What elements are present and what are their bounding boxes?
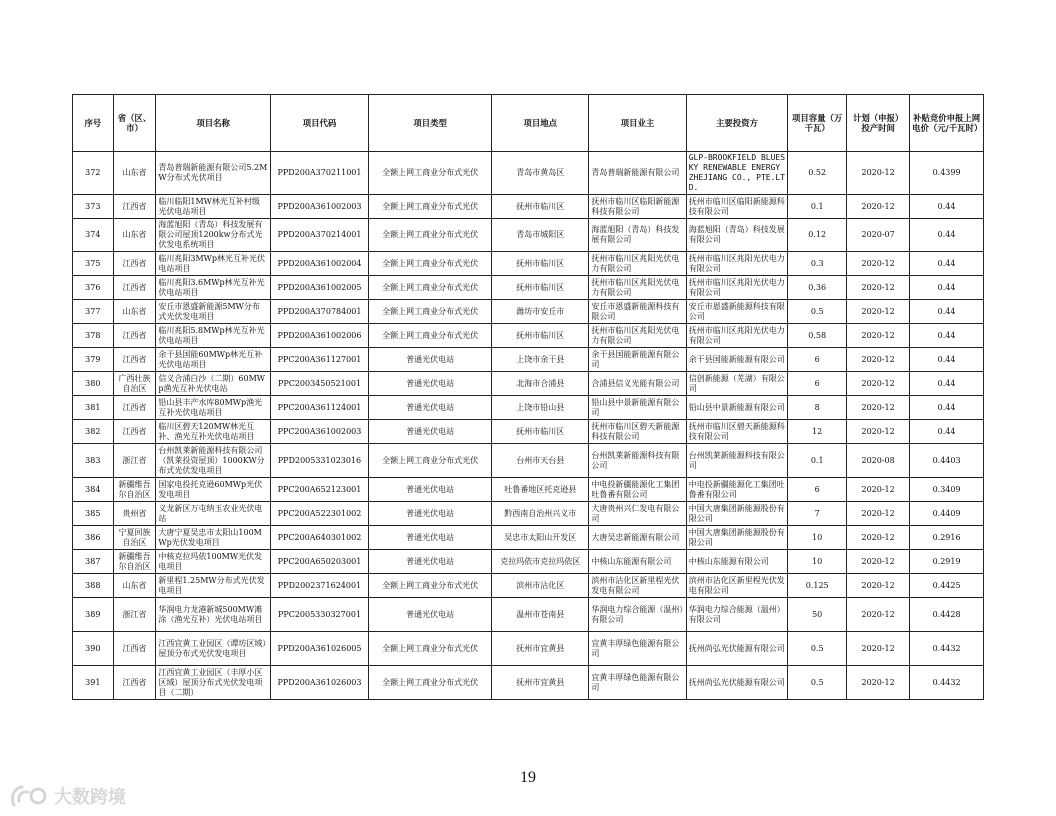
table-row xyxy=(73,372,984,396)
row-province: 山东省 xyxy=(113,300,156,324)
header-price: 补贴竞价申报上网电价（元/千瓦时） xyxy=(910,95,984,152)
table-row xyxy=(73,478,984,502)
row-project-code: PPC200A652123001 xyxy=(270,478,368,502)
row-investor: GLP-BROOKFIELD BLUESKY RENEWABLE ENERGY ZHEJIANG CO., PTE.LTD. xyxy=(686,152,788,195)
row-project-name: 海蓝旭阳（青岛）科技发展有限公司屋顶1200kw分布式光伏发电系统项目 xyxy=(156,219,270,252)
row-project-type: 普通光伏电站 xyxy=(369,372,492,396)
row-project-name: 新里程1.25MW分布式光伏发电项目 xyxy=(156,574,270,598)
row-project-type: 普通光伏电站 xyxy=(369,502,492,526)
row-date: 2020-12 xyxy=(847,598,910,632)
row-location: 抚州市临川区 xyxy=(492,420,589,444)
table-row xyxy=(73,666,984,700)
row-index: 385 xyxy=(73,502,114,526)
row-location: 青岛市黄岛区 xyxy=(492,152,589,195)
row-project-code: PPD200A361002005 xyxy=(270,276,368,300)
row-owner: 合浦县信义光能有限公司 xyxy=(589,372,686,396)
row-price: 0.44 xyxy=(910,276,984,300)
row-index: 391 xyxy=(73,666,114,700)
row-price: 0.44 xyxy=(910,396,984,420)
header-project-name: 项目名称 xyxy=(156,95,270,152)
row-location: 温州市苍南县 xyxy=(492,598,589,632)
row-index: 376 xyxy=(73,276,114,300)
row-price: 0.4425 xyxy=(910,574,984,598)
row-investor: 安丘市恩盛新能源科技有限公司 xyxy=(686,300,788,324)
row-province: 江西省 xyxy=(113,276,156,300)
row-investor: 余干县国能新能源有限公司 xyxy=(686,348,788,372)
row-date: 2020-12 xyxy=(847,420,910,444)
row-price: 0.44 xyxy=(910,219,984,252)
row-capacity: 0.3 xyxy=(788,252,847,276)
row-index: 373 xyxy=(73,195,114,219)
row-capacity: 10 xyxy=(788,526,847,550)
row-project-name: 余干县国能60MWp林光互补光伏电站项目 xyxy=(156,348,270,372)
row-location: 抚州市宜黄县 xyxy=(492,666,589,700)
row-province: 新疆维吾尔自治区 xyxy=(113,478,156,502)
table-row xyxy=(73,195,984,219)
row-location: 抚州市临川区 xyxy=(492,324,589,348)
row-project-name: 中核克拉玛依100MW光伏发电项目 xyxy=(156,550,270,574)
row-price: 0.4403 xyxy=(910,444,984,478)
row-capacity: 50 xyxy=(788,598,847,632)
row-project-code: PPD200A361026005 xyxy=(270,632,368,666)
row-province: 江西省 xyxy=(113,324,156,348)
row-price: 0.44 xyxy=(910,420,984,444)
row-project-type: 普通光伏电站 xyxy=(369,396,492,420)
row-price: 0.2919 xyxy=(910,550,984,574)
row-investor: 中电投新疆能源化工集团吐鲁番有限公司 xyxy=(686,478,788,502)
row-date: 2020-12 xyxy=(847,348,910,372)
row-investor: 抚州尚弘光伏能源有限公司 xyxy=(686,632,788,666)
row-capacity: 0.125 xyxy=(788,574,847,598)
row-price: 0.3409 xyxy=(910,478,984,502)
row-price: 0.4399 xyxy=(910,152,984,195)
row-index: 387 xyxy=(73,550,114,574)
row-province: 江西省 xyxy=(113,396,156,420)
row-investor: 信创新能源（芜湖）有限公司 xyxy=(686,372,788,396)
row-project-type: 普通光伏电站 xyxy=(369,550,492,574)
row-location: 抚州市临川区 xyxy=(492,195,589,219)
row-province: 江西省 xyxy=(113,420,156,444)
row-project-name: 临川兆阳3.6MWp林光互补光伏电站项目 xyxy=(156,276,270,300)
row-province: 贵州省 xyxy=(113,502,156,526)
table-row xyxy=(73,324,984,348)
row-investor: 抚州市临川区兆阳光伏电力有限公司 xyxy=(686,276,788,300)
row-owner: 青岛普瑞新能源有限公司 xyxy=(589,152,686,195)
header-row xyxy=(73,95,984,152)
row-project-type: 全额上网工商业分布式光伏 xyxy=(369,444,492,478)
row-price: 0.44 xyxy=(910,195,984,219)
row-index: 384 xyxy=(73,478,114,502)
row-project-code: PPC200A522301002 xyxy=(270,502,368,526)
row-index: 389 xyxy=(73,598,114,632)
row-investor: 抚州尚弘光伏能源有限公司 xyxy=(686,666,788,700)
row-date: 2020-12 xyxy=(847,324,910,348)
row-index: 379 xyxy=(73,348,114,372)
row-investor: 抚州市临川区兆阳光伏电力有限公司 xyxy=(686,252,788,276)
row-project-name: 大唐宁夏吴忠市太阳山100MWp光伏发电项目 xyxy=(156,526,270,550)
row-investor: 中国大唐集团新能源股份有限公司 xyxy=(686,502,788,526)
row-province: 江西省 xyxy=(113,632,156,666)
table-row xyxy=(73,396,984,420)
table-row xyxy=(73,252,984,276)
row-project-type: 普通光伏电站 xyxy=(369,420,492,444)
header-owner: 项目业主 xyxy=(589,95,686,152)
row-owner: 海蓝旭阳（青岛）科技发展有限公司 xyxy=(589,219,686,252)
row-investor: 滨州市沾化区新里程光伏发电有限公司 xyxy=(686,574,788,598)
header-index: 序号 xyxy=(73,95,114,152)
row-project-code: PPC2003450521001 xyxy=(270,372,368,396)
row-owner: 余干县国能新能源有限公司 xyxy=(589,348,686,372)
row-price: 0.2916 xyxy=(910,526,984,550)
row-index: 383 xyxy=(73,444,114,478)
row-capacity: 6 xyxy=(788,478,847,502)
table-row xyxy=(73,632,984,666)
table-row xyxy=(73,300,984,324)
row-capacity: 0.58 xyxy=(788,324,847,348)
table-row xyxy=(73,526,984,550)
row-index: 386 xyxy=(73,526,114,550)
row-date: 2020-12 xyxy=(847,252,910,276)
row-project-type: 全额上网工商业分布式光伏 xyxy=(369,152,492,195)
row-index: 374 xyxy=(73,219,114,252)
row-owner: 中核山东能源有限公司 xyxy=(589,550,686,574)
row-project-code: PPD2005331023016 xyxy=(270,444,368,478)
row-project-type: 全额上网工商业分布式光伏 xyxy=(369,300,492,324)
table-row xyxy=(73,598,984,632)
row-project-type: 全额上网工商业分布式光伏 xyxy=(369,195,492,219)
row-capacity: 6 xyxy=(788,372,847,396)
row-owner: 中电投新疆能源化工集团吐鲁番有限公司 xyxy=(589,478,686,502)
watermark-logo-icon xyxy=(8,783,50,809)
row-location: 黔西南自治州兴义市 xyxy=(492,502,589,526)
row-project-type: 普通光伏电站 xyxy=(369,598,492,632)
row-capacity: 0.1 xyxy=(788,444,847,478)
row-owner: 台州凯莱新能源科技有限公司 xyxy=(589,444,686,478)
row-date: 2020-12 xyxy=(847,276,910,300)
row-project-name: 江西宜黄工业园区（谭坊区域）屋顶分布式光伏发电项目 xyxy=(156,632,270,666)
row-location: 克拉玛依市克拉玛依区 xyxy=(492,550,589,574)
row-location: 吐鲁番地区托克逊县 xyxy=(492,478,589,502)
row-capacity: 12 xyxy=(788,420,847,444)
row-price: 0.44 xyxy=(910,372,984,396)
row-province: 新疆维吾尔自治区 xyxy=(113,550,156,574)
table-row xyxy=(73,502,984,526)
header-project-code: 项目代码 xyxy=(270,95,368,152)
row-price: 0.44 xyxy=(910,348,984,372)
row-project-type: 全额上网工商业分布式光伏 xyxy=(369,276,492,300)
row-index: 378 xyxy=(73,324,114,348)
row-date: 2020-12 xyxy=(847,152,910,195)
project-table xyxy=(72,94,984,700)
table-row xyxy=(73,219,984,252)
row-province: 浙江省 xyxy=(113,444,156,478)
row-project-code: PPC200A361127001 xyxy=(270,348,368,372)
row-investor: 抚州市临川区碧天新能源科技有限公司 xyxy=(686,420,788,444)
watermark-text: 大数跨境 xyxy=(54,787,126,808)
row-project-name: 台州凯莱新能源科技有限公司（凯莱投资屋顶）1000KW分布式光伏发电项目 xyxy=(156,444,270,478)
header-location: 项目地点 xyxy=(492,95,589,152)
row-province: 广西壮族自治区 xyxy=(113,372,156,396)
row-index: 390 xyxy=(73,632,114,666)
row-capacity: 0.12 xyxy=(788,219,847,252)
row-date: 2020-12 xyxy=(847,502,910,526)
row-date: 2020-12 xyxy=(847,372,910,396)
row-province: 宁夏回族自治区 xyxy=(113,526,156,550)
row-capacity: 0.5 xyxy=(788,666,847,700)
row-owner: 宜黄丰厚绿色能源有限公司 xyxy=(589,666,686,700)
row-project-name: 青岛普瑞新能源有限公司5.2MW分布式光伏项目 xyxy=(156,152,270,195)
row-price: 0.44 xyxy=(910,324,984,348)
row-index: 388 xyxy=(73,574,114,598)
row-project-code: PPC2005330327001 xyxy=(270,598,368,632)
row-owner: 抚州市临川区兆阳光伏电力有限公司 xyxy=(589,276,686,300)
row-project-name: 安丘市恩盛新能源5MW分布式光伏发电项目 xyxy=(156,300,270,324)
row-owner: 宜黄丰厚绿色能源有限公司 xyxy=(589,632,686,666)
row-date: 2020-12 xyxy=(847,550,910,574)
row-price: 0.4428 xyxy=(910,598,984,632)
row-owner: 抚州市临川区碧天新能源科技有限公司 xyxy=(589,420,686,444)
row-date: 2020-08 xyxy=(847,444,910,478)
row-project-code: PPD200A370214001 xyxy=(270,219,368,252)
row-project-name: 国家电投托克逊60MWp光伏发电项目 xyxy=(156,478,270,502)
row-location: 青岛市城阳区 xyxy=(492,219,589,252)
row-project-name: 临川区碧天120MW林光互补、渔光互补光伏电站项目 xyxy=(156,420,270,444)
row-location: 潍坊市安丘市 xyxy=(492,300,589,324)
row-province: 山东省 xyxy=(113,574,156,598)
table-row xyxy=(73,550,984,574)
row-index: 382 xyxy=(73,420,114,444)
row-province: 山东省 xyxy=(113,152,156,195)
table-row xyxy=(73,420,984,444)
row-investor: 华润电力综合能源（温州）有限公司 xyxy=(686,598,788,632)
row-project-name: 江西宜黄工业园区（丰厚小区区域）屋顶分布式光伏发电项目（二期） xyxy=(156,666,270,700)
row-price: 0.44 xyxy=(910,300,984,324)
row-province: 江西省 xyxy=(113,666,156,700)
row-capacity: 7 xyxy=(788,502,847,526)
row-date: 2020-07 xyxy=(847,219,910,252)
row-project-code: PPC200A650203001 xyxy=(270,550,368,574)
row-capacity: 0.5 xyxy=(788,632,847,666)
row-project-type: 全额上网工商业分布式光伏 xyxy=(369,219,492,252)
row-project-name: 信义合浦白沙（二期）60MWp渔光互补光伏电站 xyxy=(156,372,270,396)
row-investor: 抚州市临川区兆阳光伏电力有限公司 xyxy=(686,324,788,348)
row-price: 0.4432 xyxy=(910,666,984,700)
row-date: 2020-12 xyxy=(847,195,910,219)
row-investor: 海蓝旭阳（青岛）科技发展有限公司 xyxy=(686,219,788,252)
header-project-type: 项目类型 xyxy=(369,95,492,152)
row-project-code: PPD200A361002006 xyxy=(270,324,368,348)
row-project-type: 全额上网工商业分布式光伏 xyxy=(369,574,492,598)
row-project-type: 全额上网工商业分布式光伏 xyxy=(369,252,492,276)
row-province: 江西省 xyxy=(113,348,156,372)
row-location: 滨州市沾化区 xyxy=(492,574,589,598)
row-project-name: 临川兆阳5.8MWp林光互补光伏电站项目 xyxy=(156,324,270,348)
row-project-type: 普通光伏电站 xyxy=(369,526,492,550)
header-capacity: 项目容量（万千瓦） xyxy=(788,95,847,152)
row-capacity: 0.52 xyxy=(788,152,847,195)
row-date: 2020-12 xyxy=(847,526,910,550)
row-project-name: 铅山县丰产水库80MWp渔光互补光伏电站项目 xyxy=(156,396,270,420)
row-index: 372 xyxy=(73,152,114,195)
row-project-code: PPD200A370211001 xyxy=(270,152,368,195)
row-capacity: 0.5 xyxy=(788,300,847,324)
row-owner: 安丘市恩盛新能源科技有限公司 xyxy=(589,300,686,324)
row-investor: 铅山县中景新能源有限公司 xyxy=(686,396,788,420)
row-province: 浙江省 xyxy=(113,598,156,632)
row-owner: 滨州市沾化区新里程光伏发电有限公司 xyxy=(589,574,686,598)
row-location: 台州市天台县 xyxy=(492,444,589,478)
row-date: 2020-12 xyxy=(847,478,910,502)
row-owner: 大唐贵州兴仁发电有限公司 xyxy=(589,502,686,526)
watermark xyxy=(8,782,126,810)
row-project-type: 普通光伏电站 xyxy=(369,478,492,502)
row-project-code: PPD200A370784001 xyxy=(270,300,368,324)
row-location: 吴忠市太阳山开发区 xyxy=(492,526,589,550)
row-owner: 大唐吴忠新能源有限公司 xyxy=(589,526,686,550)
row-location: 上饶市铅山县 xyxy=(492,396,589,420)
header-investor: 主要投资方 xyxy=(686,95,788,152)
row-project-type: 普通光伏电站 xyxy=(369,348,492,372)
row-date: 2020-12 xyxy=(847,300,910,324)
row-owner: 抚州市临川区临阳新能源科技有限公司 xyxy=(589,195,686,219)
header-province: 省（区、市） xyxy=(113,95,156,152)
table-row xyxy=(73,348,984,372)
row-project-type: 全额上网工商业分布式光伏 xyxy=(369,632,492,666)
row-location: 上饶市余干县 xyxy=(492,348,589,372)
row-project-type: 全额上网工商业分布式光伏 xyxy=(369,666,492,700)
row-price: 0.4432 xyxy=(910,632,984,666)
row-investor: 中核山东能源有限公司 xyxy=(686,550,788,574)
row-date: 2020-12 xyxy=(847,632,910,666)
row-owner: 铅山县中景新能源有限公司 xyxy=(589,396,686,420)
row-index: 381 xyxy=(73,396,114,420)
row-project-name: 临川临阳1MW林光互补村级光伏电站项目 xyxy=(156,195,270,219)
row-investor: 台州凯莱新能源科技有限公司 xyxy=(686,444,788,478)
row-investor: 中国大唐集团新能源股份有限公司 xyxy=(686,526,788,550)
row-index: 377 xyxy=(73,300,114,324)
row-project-name: 华润电力龙港新城500MW滩涂（渔光互补）光伏电站项目 xyxy=(156,598,270,632)
row-date: 2020-12 xyxy=(847,574,910,598)
row-index: 380 xyxy=(73,372,114,396)
row-index: 375 xyxy=(73,252,114,276)
row-project-code: PPD2002371624001 xyxy=(270,574,368,598)
row-price: 0.44 xyxy=(910,252,984,276)
row-owner: 抚州市临川区兆阳光伏电力有限公司 xyxy=(589,324,686,348)
header-date: 计划（申报）投产时间 xyxy=(847,95,910,152)
row-capacity: 0.36 xyxy=(788,276,847,300)
row-project-code: PPD200A361002004 xyxy=(270,252,368,276)
row-capacity: 6 xyxy=(788,348,847,372)
row-date: 2020-12 xyxy=(847,666,910,700)
table-row xyxy=(73,574,984,598)
row-location: 北海市合浦县 xyxy=(492,372,589,396)
row-project-code: PPC200A361124001 xyxy=(270,396,368,420)
row-project-code: PPD200A361026003 xyxy=(270,666,368,700)
row-province: 山东省 xyxy=(113,219,156,252)
row-capacity: 0.1 xyxy=(788,195,847,219)
row-project-code: PPD200A361002003 xyxy=(270,195,368,219)
row-price: 0.4409 xyxy=(910,502,984,526)
row-project-name: 临川兆阳3MWp林光互补光伏电站项目 xyxy=(156,252,270,276)
row-date: 2020-12 xyxy=(847,396,910,420)
page-number: 19 xyxy=(520,769,536,786)
row-capacity: 8 xyxy=(788,396,847,420)
row-capacity: 10 xyxy=(788,550,847,574)
table-row xyxy=(73,152,984,195)
row-province: 江西省 xyxy=(113,195,156,219)
row-location: 抚州市宜黄县 xyxy=(492,632,589,666)
row-province: 江西省 xyxy=(113,252,156,276)
row-project-type: 全额上网工商业分布式光伏 xyxy=(369,324,492,348)
table-row xyxy=(73,276,984,300)
row-location: 抚州市临川区 xyxy=(492,276,589,300)
row-location: 抚州市临川区 xyxy=(492,252,589,276)
row-owner: 华润电力综合能源（温州）有限公司 xyxy=(589,598,686,632)
row-owner: 抚州市临川区兆阳光伏电力有限公司 xyxy=(589,252,686,276)
row-project-name: 义龙新区万屯纳玉农业光伏电站 xyxy=(156,502,270,526)
row-investor: 抚州市临川区临阳新能源科技有限公司 xyxy=(686,195,788,219)
table-row xyxy=(73,444,984,478)
row-project-code: PPC200A361002003 xyxy=(270,420,368,444)
row-project-code: PPC200A640301002 xyxy=(270,526,368,550)
